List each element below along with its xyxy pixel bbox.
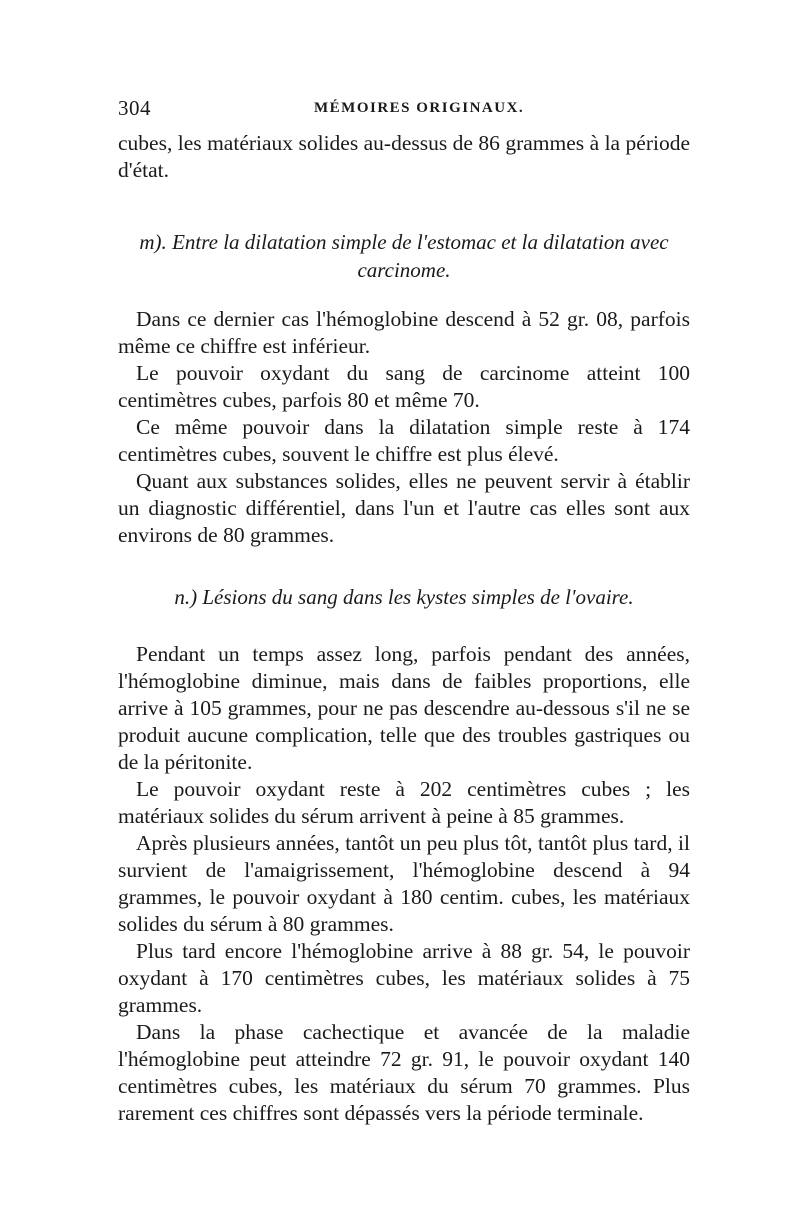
section-n-paragraph: Le pouvoir oxydant reste à 202 centimètres cubes ; les matériaux solides du sérum arrivent à peine à 85 grammes. bbox=[118, 777, 690, 828]
section-m-title-line1: Entre la dilatation simple de l'estomac et la dilatation avec bbox=[172, 230, 669, 254]
section-m-label: m). bbox=[139, 230, 167, 254]
section-n-label: n.) bbox=[174, 585, 198, 609]
section-m-paragraph: Quant aux substances solides, elles ne peuvent servir à établir un diagnostic différentiel, dans l'un et l'autre cas elles sont aux environs de 80 grammes. bbox=[118, 469, 690, 547]
section-m-title-line2: carcinome. bbox=[357, 258, 451, 282]
section-n-paragraph: Dans la phase cachectique et avancée de la maladie l'hémoglobine peut atteindre 72 gr. 91, le pouvoir oxydant 140 centimètres cubes, les matériaux du sérum 70 grammes. Plus rarement ces chiffres sont dépassés vers la période terminale. bbox=[118, 1020, 690, 1125]
section-m-heading bbox=[118, 228, 690, 284]
running-title: MÉMOIRES ORIGINAUX. bbox=[314, 100, 525, 116]
page-number: 304 bbox=[118, 96, 151, 120]
section-n-heading bbox=[118, 583, 690, 611]
spacer bbox=[118, 284, 690, 306]
section-n-title: Lésions du sang dans les kystes simples de l'ovaire. bbox=[202, 585, 634, 609]
opening-paragraph: cubes, les matériaux solides au-dessus de 86 grammes à la période d'état. bbox=[118, 131, 690, 182]
section-m-paragraph: Ce même pouvoir dans la dilatation simple reste à 174 centimètres cubes, souvent le chiffre est plus élevé. bbox=[118, 415, 690, 466]
section-n-paragraph: Pendant un temps assez long, parfois pendant des années, l'hémoglobine diminue, mais dans de faibles proportions, elle arrive à 105 grammes, pour ne pas descendre au-dessous s'il ne se produit aucune complication, telle que des troubles gastriques ou de la péritonite. bbox=[118, 642, 690, 774]
section-m-paragraph: Dans ce dernier cas l'hémoglobine descend à 52 gr. 08, parfois même ce chiffre est inférieur. bbox=[118, 307, 690, 358]
spacer bbox=[118, 611, 690, 641]
section-n-paragraph: Plus tard encore l'hémoglobine arrive à 88 gr. 54, le pouvoir oxydant à 170 centimètres cubes, les matériaux solides à 75 grammes. bbox=[118, 939, 690, 1017]
spacer bbox=[118, 549, 690, 583]
page-body bbox=[118, 130, 690, 1127]
spacer bbox=[118, 184, 690, 228]
section-n-paragraph: Après plusieurs années, tantôt un peu plus tôt, tantôt plus tard, il survient de l'amaigrissement, l'hémoglobine descend à 94 grammes, le pouvoir oxydant à 180 centim. cubes, les matériaux solides du sérum à 80 grammes. bbox=[118, 831, 690, 936]
section-m-paragraph: Le pouvoir oxydant du sang de carcinome atteint 100 centimètres cubes, parfois 80 et même 70. bbox=[118, 361, 690, 412]
page-header bbox=[118, 96, 690, 126]
